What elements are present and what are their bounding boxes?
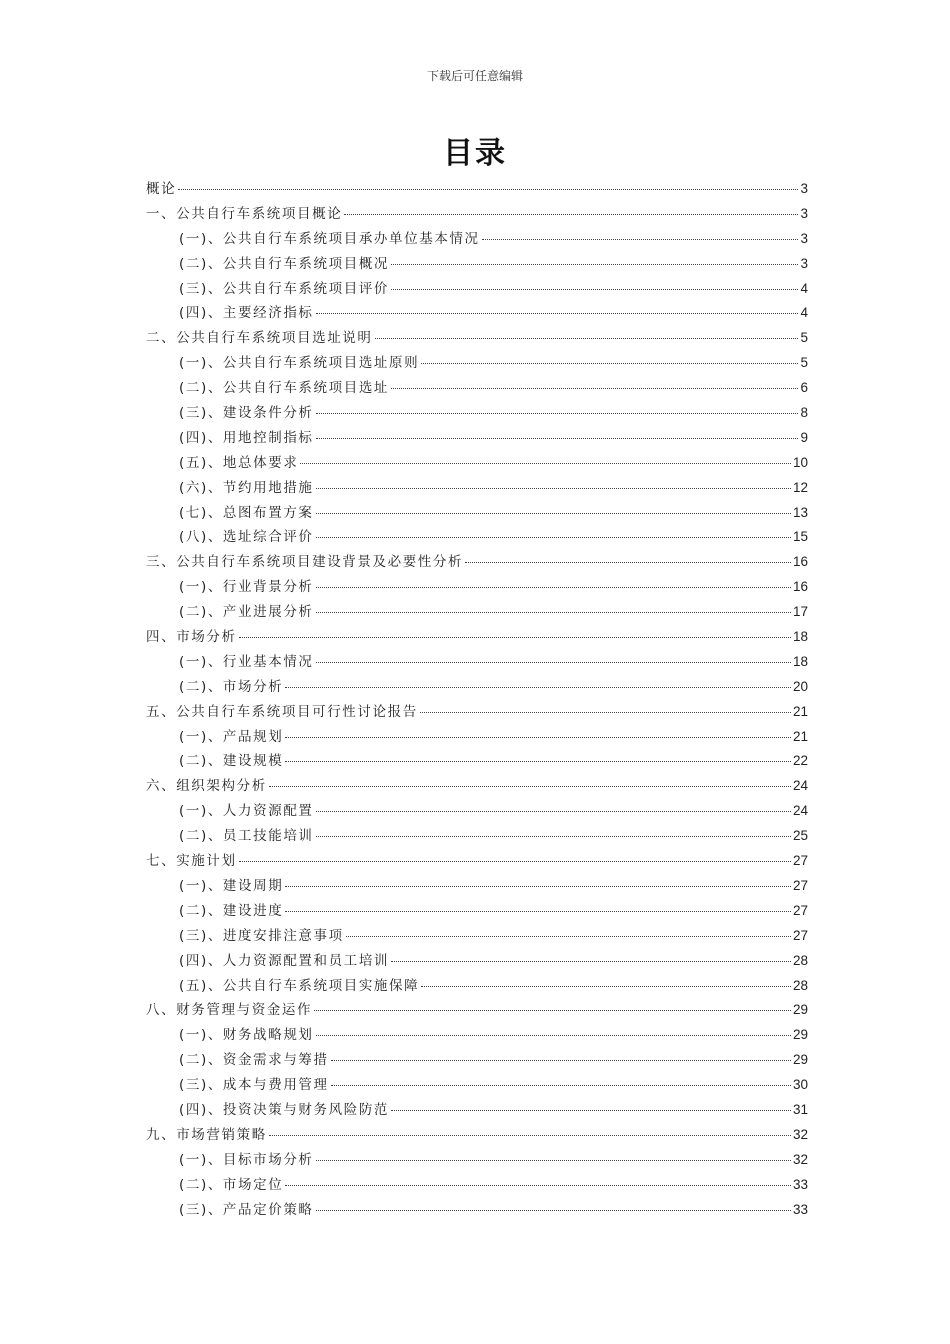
- toc-dot-leader: [178, 189, 798, 190]
- toc-page-number: 28: [792, 977, 808, 993]
- toc-entry[interactable]: [146, 625, 808, 650]
- toc-dot-leader: [420, 712, 791, 713]
- header-note: 下载后可任意编辑: [426, 69, 523, 83]
- toc-entry[interactable]: [146, 1123, 808, 1148]
- toc-dot-leader: [239, 637, 791, 638]
- toc-dot-leader: [285, 1185, 791, 1186]
- toc-page-number: 9: [800, 429, 808, 445]
- toc-dot-leader: [375, 338, 799, 339]
- toc-page-number: 5: [800, 330, 808, 346]
- toc-entry[interactable]: [146, 1073, 808, 1098]
- toc-entry[interactable]: [146, 1198, 808, 1223]
- toc-page-number: 17: [792, 604, 808, 620]
- toc-dot-leader: [421, 986, 791, 987]
- toc-entry[interactable]: [146, 700, 808, 725]
- toc-dot-leader: [285, 687, 791, 688]
- toc-page-number: 3: [800, 181, 808, 196]
- toc-dot-leader: [391, 289, 798, 290]
- toc-entry-text: 概论: [146, 181, 177, 197]
- toc-entry-text: (一)、财务战略规划: [179, 1027, 314, 1044]
- toc-dot-leader: [316, 537, 791, 538]
- toc-entry[interactable]: [146, 252, 808, 277]
- page-title: 目录: [443, 136, 507, 171]
- toc-entry-text: (一)、建设周期: [179, 877, 284, 894]
- toc-page-number: 33: [792, 1176, 808, 1192]
- toc-entry[interactable]: [146, 899, 808, 924]
- toc-dot-leader: [285, 911, 791, 912]
- toc-entry[interactable]: [146, 824, 808, 849]
- toc-entry-text: (一)、产品规划: [179, 728, 284, 745]
- toc-page-number: 4: [800, 280, 808, 296]
- toc-entry-text: (二)、市场定位: [179, 1176, 284, 1193]
- toc-entry[interactable]: [146, 849, 808, 874]
- toc-entry-text: (三)、产品定价策略: [179, 1201, 314, 1218]
- toc-dot-leader: [465, 562, 791, 563]
- toc-entry[interactable]: [146, 1148, 808, 1173]
- toc-entry[interactable]: [146, 277, 808, 302]
- toc-dot-leader: [316, 1210, 791, 1211]
- toc-dot-leader: [316, 662, 791, 663]
- toc-page-number: 6: [800, 380, 808, 396]
- toc-page-number: 15: [792, 529, 808, 545]
- toc-dot-leader: [316, 488, 791, 489]
- toc-page-number: 27: [792, 902, 808, 918]
- toc-entry[interactable]: [146, 749, 808, 774]
- toc-entry[interactable]: [146, 426, 808, 451]
- toc-page-number: 29: [792, 1027, 808, 1043]
- toc-dot-leader: [346, 936, 791, 937]
- toc-page-number: 28: [792, 952, 808, 968]
- toc-page-number: 27: [792, 853, 808, 869]
- toc-page-number: 3: [800, 255, 808, 271]
- toc-entry-text: 七、实施计划: [146, 853, 237, 870]
- toc-entry[interactable]: [146, 974, 808, 999]
- toc-entry[interactable]: [146, 1023, 808, 1048]
- toc-entry-text: (一)、公共自行车系统项目选址原则: [179, 355, 420, 372]
- toc-page-number: 20: [792, 678, 808, 694]
- toc-entry-text: 八、财务管理与资金运作: [146, 1002, 313, 1019]
- toc-entry-text: (一)、行业背景分析: [179, 579, 314, 596]
- toc-page-number: 13: [792, 504, 808, 520]
- table-of-contents: [146, 177, 808, 1222]
- toc-entry-text: (七)、总图布置方案: [179, 504, 314, 521]
- toc-page-number: 30: [792, 1077, 808, 1093]
- toc-entry-text: (二)、员工技能培训: [179, 828, 314, 845]
- toc-entry[interactable]: [146, 1098, 808, 1123]
- toc-page-number: 21: [792, 703, 808, 719]
- toc-entry-text: (四)、主要经济指标: [179, 305, 314, 322]
- toc-dot-leader: [269, 786, 791, 787]
- toc-dot-leader: [421, 363, 798, 364]
- toc-entry-text: (二)、产业进展分析: [179, 604, 314, 621]
- toc-entry-text: (八)、选址综合评价: [179, 529, 314, 546]
- toc-page-number: 5: [800, 355, 808, 371]
- toc-dot-leader: [316, 413, 799, 414]
- toc-entry-text: (三)、公共自行车系统项目评价: [179, 280, 390, 297]
- toc-dot-leader: [331, 1085, 791, 1086]
- toc-entry-text: (五)、公共自行车系统项目实施保障: [179, 977, 420, 994]
- toc-dot-leader: [316, 438, 799, 439]
- toc-dot-leader: [285, 737, 791, 738]
- toc-entry-text: (二)、公共自行车系统项目选址: [179, 380, 390, 397]
- toc-dot-leader: [316, 811, 791, 812]
- toc-dot-leader: [391, 388, 798, 389]
- toc-entry[interactable]: [146, 227, 808, 252]
- toc-entry[interactable]: [146, 202, 808, 227]
- toc-entry[interactable]: [146, 799, 808, 824]
- toc-page-number: 24: [792, 778, 808, 794]
- toc-entry-text: 一、公共自行车系统项目概论: [146, 205, 343, 222]
- toc-entry-text: (六)、节约用地措施: [179, 479, 314, 496]
- toc-dot-leader: [300, 463, 791, 464]
- toc-entry-text: (一)、公共自行车系统项目承办单位基本情况: [179, 230, 480, 247]
- toc-page-number: 16: [792, 579, 808, 595]
- toc-entry-text: 九、市场营销策略: [146, 1126, 267, 1143]
- toc-dot-leader: [285, 761, 791, 762]
- toc-page-number: 3: [800, 230, 808, 246]
- toc-dot-leader: [316, 587, 791, 588]
- toc-entry-text: (一)、目标市场分析: [179, 1151, 314, 1168]
- toc-dot-leader: [391, 961, 791, 962]
- toc-entry[interactable]: [146, 924, 808, 949]
- toc-entry[interactable]: [146, 501, 808, 526]
- toc-entry-text: (二)、资金需求与筹措: [179, 1052, 329, 1069]
- toc-entry[interactable]: [146, 301, 808, 326]
- toc-entry-text: (三)、进度安排注意事项: [179, 927, 344, 944]
- toc-dot-leader: [331, 1060, 791, 1061]
- toc-entry-text: (二)、市场分析: [179, 678, 284, 695]
- toc-dot-leader: [316, 612, 791, 613]
- toc-entry[interactable]: [146, 774, 808, 799]
- toc-entry-text: (四)、投资决策与财务风险防范: [179, 1101, 390, 1118]
- toc-entry-text: (四)、人力资源配置和员工培训: [179, 952, 390, 969]
- toc-dot-leader: [344, 214, 798, 215]
- toc-page-number: 21: [792, 728, 808, 744]
- toc-page-number: 16: [792, 554, 808, 570]
- toc-entry[interactable]: [146, 949, 808, 974]
- toc-entry-text: (一)、人力资源配置: [179, 803, 314, 820]
- toc-page-number: 31: [792, 1101, 808, 1117]
- toc-dot-leader: [285, 886, 791, 887]
- toc-entry-text: (三)、成本与费用管理: [179, 1077, 329, 1094]
- toc-entry-text: (二)、公共自行车系统项目概况: [179, 255, 390, 272]
- toc-page-number: 32: [792, 1126, 808, 1142]
- toc-entry-text: 四、市场分析: [146, 629, 237, 646]
- toc-entry[interactable]: [146, 725, 808, 750]
- toc-page-number: 8: [800, 405, 808, 421]
- toc-entry-text: (三)、建设条件分析: [179, 405, 314, 422]
- toc-page-number: 29: [792, 1052, 808, 1068]
- toc-entry[interactable]: [146, 177, 808, 202]
- toc-entry-text: 三、公共自行车系统项目建设背景及必要性分析: [146, 554, 464, 571]
- toc-dot-leader: [316, 836, 791, 837]
- toc-page-number: 29: [792, 1002, 808, 1018]
- toc-entry[interactable]: [146, 650, 808, 675]
- toc-entry[interactable]: [146, 351, 808, 376]
- toc-entry[interactable]: [146, 401, 808, 426]
- toc-dot-leader: [316, 313, 799, 314]
- toc-entry[interactable]: [146, 874, 808, 899]
- toc-entry[interactable]: [146, 1048, 808, 1073]
- toc-entry-text: 六、组织架构分析: [146, 778, 267, 795]
- toc-entry[interactable]: [146, 326, 808, 351]
- toc-entry[interactable]: [146, 998, 808, 1023]
- toc-page-number: 22: [792, 753, 808, 769]
- toc-page-number: 25: [792, 828, 808, 844]
- toc-entry-text: (一)、行业基本情况: [179, 653, 314, 670]
- toc-entry[interactable]: [146, 451, 808, 476]
- toc-page-number: 33: [792, 1201, 808, 1217]
- toc-page-number: 18: [792, 629, 808, 645]
- toc-page-number: 10: [792, 454, 808, 470]
- toc-page-number: 27: [792, 877, 808, 893]
- toc-dot-leader: [314, 1010, 791, 1011]
- toc-dot-leader: [269, 1135, 791, 1136]
- toc-dot-leader: [239, 861, 791, 862]
- toc-entry-text: (二)、建设规模: [179, 753, 284, 770]
- toc-entry-text: 二、公共自行车系统项目选址说明: [146, 330, 373, 347]
- toc-entry-text: (四)、用地控制指标: [179, 429, 314, 446]
- toc-entry[interactable]: [146, 550, 808, 575]
- toc-entry[interactable]: [146, 525, 808, 550]
- toc-entry-text: (五)、地总体要求: [179, 454, 299, 471]
- toc-entry[interactable]: [146, 600, 808, 625]
- toc-dot-leader: [316, 1035, 791, 1036]
- toc-dot-leader: [316, 1160, 791, 1161]
- toc-dot-leader: [316, 513, 791, 514]
- toc-entry-text: 五、公共自行车系统项目可行性讨论报告: [146, 703, 418, 720]
- toc-entry[interactable]: [146, 376, 808, 401]
- toc-page-number: 27: [792, 927, 808, 943]
- toc-entry[interactable]: [146, 476, 808, 501]
- toc-page-number: 4: [800, 305, 808, 321]
- toc-entry[interactable]: [146, 575, 808, 600]
- toc-page-number: 32: [792, 1151, 808, 1167]
- toc-dot-leader: [482, 239, 799, 240]
- toc-page-number: 3: [800, 205, 808, 221]
- toc-entry[interactable]: [146, 675, 808, 700]
- toc-dot-leader: [391, 1110, 791, 1111]
- toc-page-number: 12: [792, 479, 808, 495]
- toc-page-number: 24: [792, 803, 808, 819]
- toc-page-number: 18: [792, 653, 808, 669]
- toc-dot-leader: [391, 264, 798, 265]
- toc-entry[interactable]: [146, 1173, 808, 1198]
- toc-entry-text: (二)、建设进度: [179, 902, 284, 919]
